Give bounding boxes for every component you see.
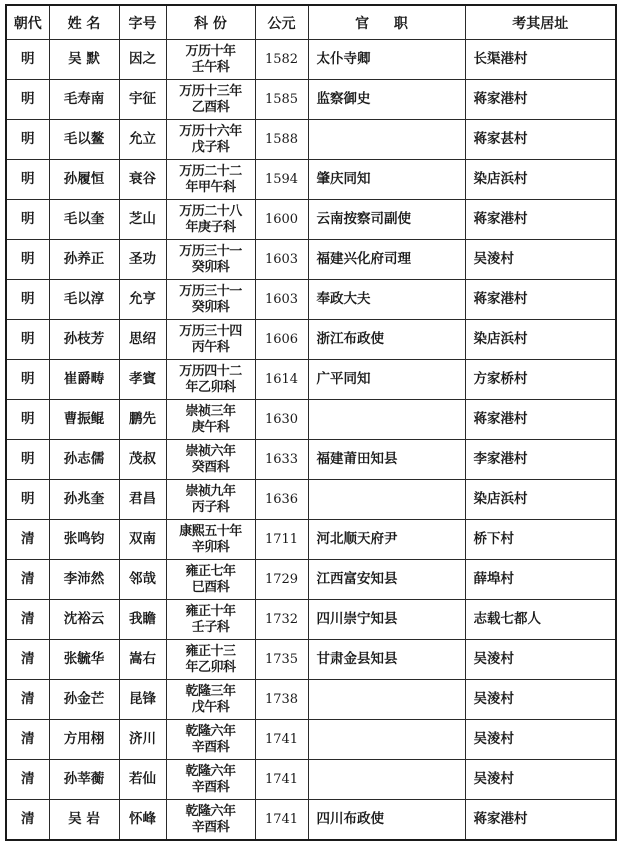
cell-dynasty: 明 <box>6 320 49 360</box>
cell-exam: 万历二十八 年庚子科 <box>166 200 255 240</box>
cell-dynasty: 清 <box>6 760 49 800</box>
cell-exam: 万历四十二 年乙卯科 <box>166 360 255 400</box>
table-body <box>6 40 616 841</box>
cell-office: 浙江布政使 <box>308 320 465 360</box>
cell-name: 毛以奎 <box>49 200 119 240</box>
header-style-name: 字号 <box>119 5 166 40</box>
cell-name: 毛以鳌 <box>49 120 119 160</box>
cell-dynasty: 明 <box>6 160 49 200</box>
cell-office: 福建兴化府司理 <box>308 240 465 280</box>
cell-exam: 雍正十年 壬子科 <box>166 600 255 640</box>
cell-residence: 桥下村 <box>465 520 616 560</box>
cell-dynasty: 清 <box>6 560 49 600</box>
table-row <box>6 240 616 280</box>
cell-residence: 蒋家港村 <box>465 80 616 120</box>
cell-style-name: 昆锋 <box>119 680 166 720</box>
cell-style-name: 孝賓 <box>119 360 166 400</box>
cell-style-name: 若仙 <box>119 760 166 800</box>
cell-office: 太仆寺卿 <box>308 40 465 80</box>
header-name: 姓 名 <box>49 5 119 40</box>
cell-exam: 万历三十一 癸卯科 <box>166 280 255 320</box>
cell-dynasty: 明 <box>6 120 49 160</box>
cell-year: 1630 <box>255 400 308 440</box>
cell-exam: 万历十年 壬午科 <box>166 40 255 80</box>
cell-residence: 蒋家甚村 <box>465 120 616 160</box>
cell-year: 1585 <box>255 80 308 120</box>
cell-residence: 方家桥村 <box>465 360 616 400</box>
cell-residence: 吴淩村 <box>465 640 616 680</box>
cell-year: 1735 <box>255 640 308 680</box>
cell-exam: 雍正十三 年乙卯科 <box>166 640 255 680</box>
cell-name: 孙兆奎 <box>49 480 119 520</box>
header-year: 公元 <box>255 5 308 40</box>
cell-exam: 乾隆六年 辛酉科 <box>166 720 255 760</box>
cell-office: 云南按察司副使 <box>308 200 465 240</box>
cell-style-name: 济川 <box>119 720 166 760</box>
cell-name: 沈裕云 <box>49 600 119 640</box>
cell-residence: 蒋家港村 <box>465 800 616 841</box>
table-row <box>6 400 616 440</box>
table-row <box>6 520 616 560</box>
cell-year: 1741 <box>255 720 308 760</box>
cell-exam: 万历三十四 丙午科 <box>166 320 255 360</box>
cell-office <box>308 760 465 800</box>
table-row <box>6 80 616 120</box>
cell-dynasty: 明 <box>6 200 49 240</box>
cell-exam: 乾隆六年 辛酉科 <box>166 760 255 800</box>
cell-residence: 染店浜村 <box>465 480 616 520</box>
cell-residence: 长渠港村 <box>465 40 616 80</box>
cell-year: 1741 <box>255 800 308 841</box>
table-row <box>6 640 616 680</box>
cell-office <box>308 480 465 520</box>
cell-name: 孙志儒 <box>49 440 119 480</box>
cell-style-name: 君昌 <box>119 480 166 520</box>
cell-name: 崔爵畴 <box>49 360 119 400</box>
cell-dynasty: 清 <box>6 520 49 560</box>
document-page <box>5 4 615 841</box>
cell-exam: 万历十三年 乙酉科 <box>166 80 255 120</box>
cell-name: 曹振鲲 <box>49 400 119 440</box>
cell-residence: 吴淩村 <box>465 760 616 800</box>
cell-exam: 崇祯九年 丙子科 <box>166 480 255 520</box>
cell-name: 孙养正 <box>49 240 119 280</box>
cell-name: 张毓华 <box>49 640 119 680</box>
table-row <box>6 680 616 720</box>
cell-residence: 蒋家港村 <box>465 400 616 440</box>
cell-residence: 染店浜村 <box>465 160 616 200</box>
cell-name: 张鸣钧 <box>49 520 119 560</box>
table-row <box>6 480 616 520</box>
table-row <box>6 560 616 600</box>
table-row <box>6 280 616 320</box>
cell-dynasty: 明 <box>6 400 49 440</box>
cell-residence: 蒋家港村 <box>465 280 616 320</box>
cell-office: 福建莆田知县 <box>308 440 465 480</box>
table-row <box>6 200 616 240</box>
cell-style-name: 圣功 <box>119 240 166 280</box>
cell-name: 毛以淳 <box>49 280 119 320</box>
cell-style-name: 宇征 <box>119 80 166 120</box>
cell-office <box>308 680 465 720</box>
cell-name: 方用栩 <box>49 720 119 760</box>
table-row <box>6 360 616 400</box>
cell-office: 奉政大夫 <box>308 280 465 320</box>
header-residence: 考其居址 <box>465 5 616 40</box>
cell-residence: 吴淩村 <box>465 680 616 720</box>
header-office: 官 职 <box>308 5 465 40</box>
table-row <box>6 800 616 841</box>
cell-year: 1588 <box>255 120 308 160</box>
cell-office <box>308 120 465 160</box>
cell-style-name: 衰谷 <box>119 160 166 200</box>
cell-year: 1600 <box>255 200 308 240</box>
cell-exam: 万历三十一 癸卯科 <box>166 240 255 280</box>
cell-year: 1603 <box>255 240 308 280</box>
cell-style-name: 双南 <box>119 520 166 560</box>
cell-residence: 李家港村 <box>465 440 616 480</box>
header-dynasty: 朝代 <box>6 5 49 40</box>
cell-name: 吴 岩 <box>49 800 119 841</box>
table-row <box>6 720 616 760</box>
cell-year: 1732 <box>255 600 308 640</box>
cell-style-name: 允立 <box>119 120 166 160</box>
cell-style-name: 嵩右 <box>119 640 166 680</box>
cell-office <box>308 400 465 440</box>
cell-year: 1603 <box>255 280 308 320</box>
cell-name: 孙履恒 <box>49 160 119 200</box>
cell-exam: 崇祯六年 癸酉科 <box>166 440 255 480</box>
cell-year: 1741 <box>255 760 308 800</box>
cell-residence: 志载七都人 <box>465 600 616 640</box>
cell-office: 甘肃金县知县 <box>308 640 465 680</box>
cell-dynasty: 清 <box>6 720 49 760</box>
table-row <box>6 440 616 480</box>
cell-year: 1729 <box>255 560 308 600</box>
header-exam: 科 份 <box>166 5 255 40</box>
table-row <box>6 40 616 80</box>
cell-dynasty: 清 <box>6 640 49 680</box>
cell-office: 肇庆同知 <box>308 160 465 200</box>
cell-year: 1738 <box>255 680 308 720</box>
cell-exam: 康熙五十年 辛卯科 <box>166 520 255 560</box>
cell-style-name: 我瞻 <box>119 600 166 640</box>
cell-exam: 乾隆六年 辛酉科 <box>166 800 255 841</box>
cell-residence: 蒋家港村 <box>465 200 616 240</box>
table-row <box>6 160 616 200</box>
cell-exam: 崇祯三年 庚午科 <box>166 400 255 440</box>
cell-style-name: 茂叔 <box>119 440 166 480</box>
cell-office: 广平同知 <box>308 360 465 400</box>
cell-name: 毛寿南 <box>49 80 119 120</box>
cell-exam: 雍正七年 巳酉科 <box>166 560 255 600</box>
cell-residence: 吴淩村 <box>465 720 616 760</box>
jinshi-table <box>5 4 617 841</box>
table-row <box>6 120 616 160</box>
cell-style-name: 允亨 <box>119 280 166 320</box>
cell-dynasty: 明 <box>6 440 49 480</box>
cell-dynasty: 明 <box>6 40 49 80</box>
cell-name: 李沛然 <box>49 560 119 600</box>
cell-office: 河北顺天府尹 <box>308 520 465 560</box>
cell-residence: 薛埠村 <box>465 560 616 600</box>
cell-name: 孙莘蘅 <box>49 760 119 800</box>
cell-office: 监察御史 <box>308 80 465 120</box>
cell-style-name: 芝山 <box>119 200 166 240</box>
table-row <box>6 320 616 360</box>
cell-dynasty: 明 <box>6 480 49 520</box>
cell-residence: 染店浜村 <box>465 320 616 360</box>
cell-name: 孙枝芳 <box>49 320 119 360</box>
cell-style-name: 思绍 <box>119 320 166 360</box>
cell-dynasty: 清 <box>6 800 49 841</box>
cell-year: 1582 <box>255 40 308 80</box>
cell-name: 吴 默 <box>49 40 119 80</box>
cell-year: 1633 <box>255 440 308 480</box>
cell-year: 1711 <box>255 520 308 560</box>
cell-year: 1594 <box>255 160 308 200</box>
cell-exam: 万历二十二 年甲午科 <box>166 160 255 200</box>
cell-dynasty: 明 <box>6 80 49 120</box>
cell-exam: 乾隆三年 戊午科 <box>166 680 255 720</box>
cell-style-name: 邻哉 <box>119 560 166 600</box>
cell-dynasty: 明 <box>6 240 49 280</box>
cell-office: 四川布政使 <box>308 800 465 841</box>
cell-year: 1636 <box>255 480 308 520</box>
cell-year: 1606 <box>255 320 308 360</box>
cell-style-name: 怀峰 <box>119 800 166 841</box>
cell-dynasty: 清 <box>6 600 49 640</box>
cell-office: 江西富安知县 <box>308 560 465 600</box>
cell-name: 孙金芒 <box>49 680 119 720</box>
cell-office: 四川崇宁知县 <box>308 600 465 640</box>
cell-year: 1614 <box>255 360 308 400</box>
cell-exam: 万历十六年 戊子科 <box>166 120 255 160</box>
cell-office <box>308 720 465 760</box>
header-row <box>6 5 616 40</box>
cell-residence: 吴淩村 <box>465 240 616 280</box>
cell-style-name: 鹏先 <box>119 400 166 440</box>
cell-dynasty: 明 <box>6 280 49 320</box>
cell-style-name: 因之 <box>119 40 166 80</box>
table-row <box>6 600 616 640</box>
table-row <box>6 760 616 800</box>
cell-dynasty: 明 <box>6 360 49 400</box>
cell-dynasty: 清 <box>6 680 49 720</box>
